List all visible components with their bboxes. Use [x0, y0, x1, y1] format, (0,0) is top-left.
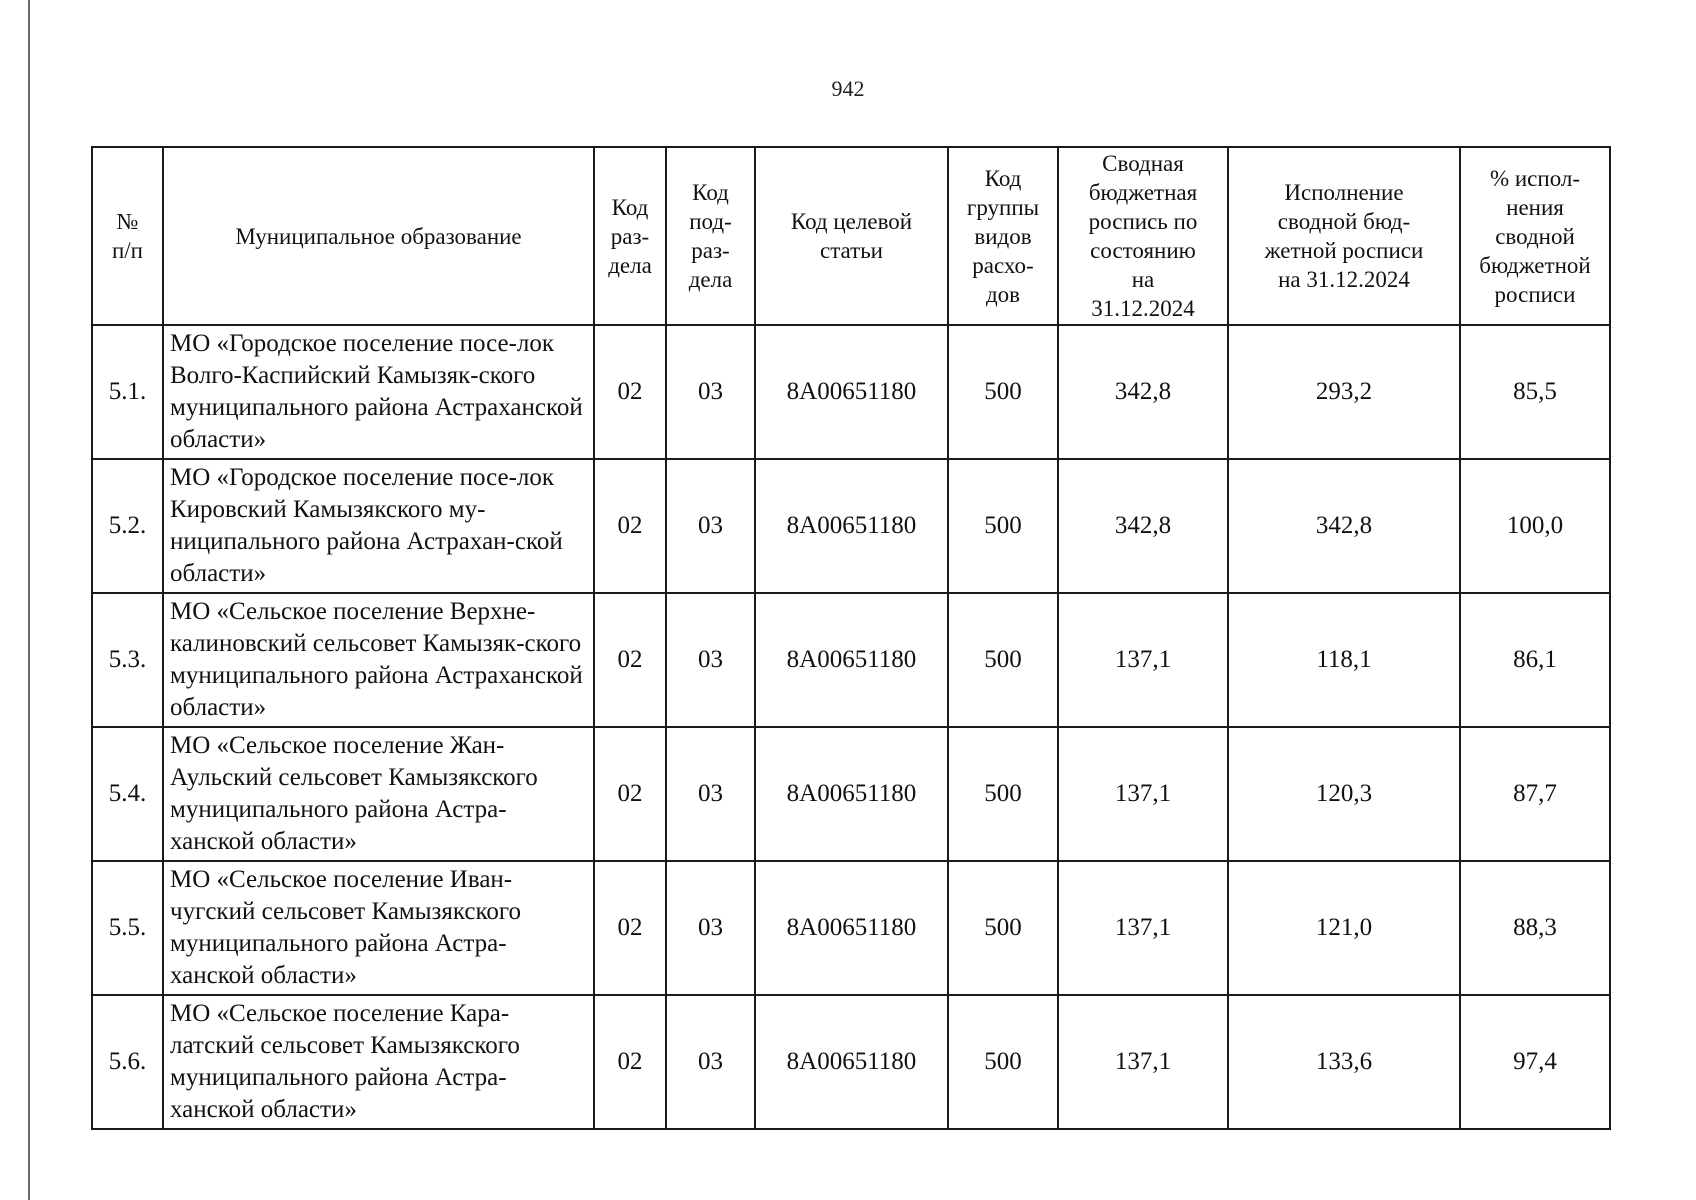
header-subsection-code: Код под- раз- дела [666, 147, 755, 325]
row-num: 5.2. [92, 459, 163, 593]
row-target-code: 8А00651180 [755, 995, 948, 1129]
row-num: 5.1. [92, 325, 163, 459]
row-municipality-name: МО «Сельское поселение Верхне-калиновский сельсовет Камызяк-ского муниципального района Астраханской области» [163, 593, 594, 727]
row-municipality-name: МО «Сельское поселение Жан-Аульский сельсовет Камызякского муниципального района Астра-ханской области» [163, 727, 594, 861]
row-expense-group: 500 [948, 459, 1058, 593]
table-row [92, 727, 1610, 861]
row-execution: 293,2 [1228, 325, 1460, 459]
row-target-code: 8А00651180 [755, 325, 948, 459]
header-municipality: Муниципальное образование [163, 147, 594, 325]
row-municipality-name: МО «Городское поселение посе-лок Волго-Каспийский Камызяк-ского муниципального района Астраханской области» [163, 325, 594, 459]
row-municipality-name: МО «Городское поселение посе-лок Кировский Камызякского му-ниципального района Астрахан-ской области» [163, 459, 594, 593]
row-section-code: 02 [594, 593, 666, 727]
row-budget-plan: 137,1 [1058, 727, 1228, 861]
row-subsection-code: 03 [666, 593, 755, 727]
row-percent: 97,4 [1460, 995, 1610, 1129]
row-percent: 100,0 [1460, 459, 1610, 593]
table-row [92, 995, 1610, 1129]
row-target-code: 8А00651180 [755, 861, 948, 995]
row-subsection-code: 03 [666, 459, 755, 593]
row-percent: 87,7 [1460, 727, 1610, 861]
row-execution: 133,6 [1228, 995, 1460, 1129]
row-subsection-code: 03 [666, 325, 755, 459]
row-execution: 118,1 [1228, 593, 1460, 727]
row-target-code: 8А00651180 [755, 459, 948, 593]
row-execution: 121,0 [1228, 861, 1460, 995]
row-percent: 88,3 [1460, 861, 1610, 995]
row-target-code: 8А00651180 [755, 593, 948, 727]
row-section-code: 02 [594, 727, 666, 861]
row-expense-group: 500 [948, 861, 1058, 995]
header-num: № п/п [92, 147, 163, 325]
header-target-code: Код целевой статьи [755, 147, 948, 325]
page-number: 942 [831, 76, 865, 101]
row-municipality-name: МО «Сельское поселение Иван-чугский сельсовет Камызякского муниципального района Астра-ханской области» [163, 861, 594, 995]
row-subsection-code: 03 [666, 861, 755, 995]
header-execution: Исполнение сводной бюд- жетной росписи на 31.12.2024 [1228, 147, 1460, 325]
row-budget-plan: 342,8 [1058, 325, 1228, 459]
row-budget-plan: 342,8 [1058, 459, 1228, 593]
header-expense-group-code: Код группы видов расхо- дов [948, 147, 1058, 325]
left-margin-line [28, 0, 30, 1200]
row-section-code: 02 [594, 325, 666, 459]
row-target-code: 8А00651180 [755, 727, 948, 861]
table-header-row [92, 147, 1610, 325]
row-subsection-code: 03 [666, 727, 755, 861]
row-subsection-code: 03 [666, 995, 755, 1129]
row-execution: 342,8 [1228, 459, 1460, 593]
row-section-code: 02 [594, 995, 666, 1129]
row-expense-group: 500 [948, 727, 1058, 861]
table-row [92, 325, 1610, 459]
row-section-code: 02 [594, 459, 666, 593]
table-row [92, 459, 1610, 593]
row-expense-group: 500 [948, 995, 1058, 1129]
row-percent: 85,5 [1460, 325, 1610, 459]
row-expense-group: 500 [948, 325, 1058, 459]
row-section-code: 02 [594, 861, 666, 995]
header-budget-plan: Сводная бюджетная роспись по состоянию на 31.12.2024 [1058, 147, 1228, 325]
table-row [92, 861, 1610, 995]
table-row [92, 593, 1610, 727]
budget-execution-table [91, 146, 1611, 1130]
row-expense-group: 500 [948, 593, 1058, 727]
header-section-code: Код раз- дела [594, 147, 666, 325]
row-municipality-name: МО «Сельское поселение Кара-латский сельсовет Камызякского муниципального района Астра-ханской области» [163, 995, 594, 1129]
row-budget-plan: 137,1 [1058, 593, 1228, 727]
row-budget-plan: 137,1 [1058, 995, 1228, 1129]
row-num: 5.6. [92, 995, 163, 1129]
header-percent: % испол- нения сводной бюджетной росписи [1460, 147, 1610, 325]
row-num: 5.5. [92, 861, 163, 995]
row-execution: 120,3 [1228, 727, 1460, 861]
row-percent: 86,1 [1460, 593, 1610, 727]
row-num: 5.4. [92, 727, 163, 861]
row-budget-plan: 137,1 [1058, 861, 1228, 995]
row-num: 5.3. [92, 593, 163, 727]
